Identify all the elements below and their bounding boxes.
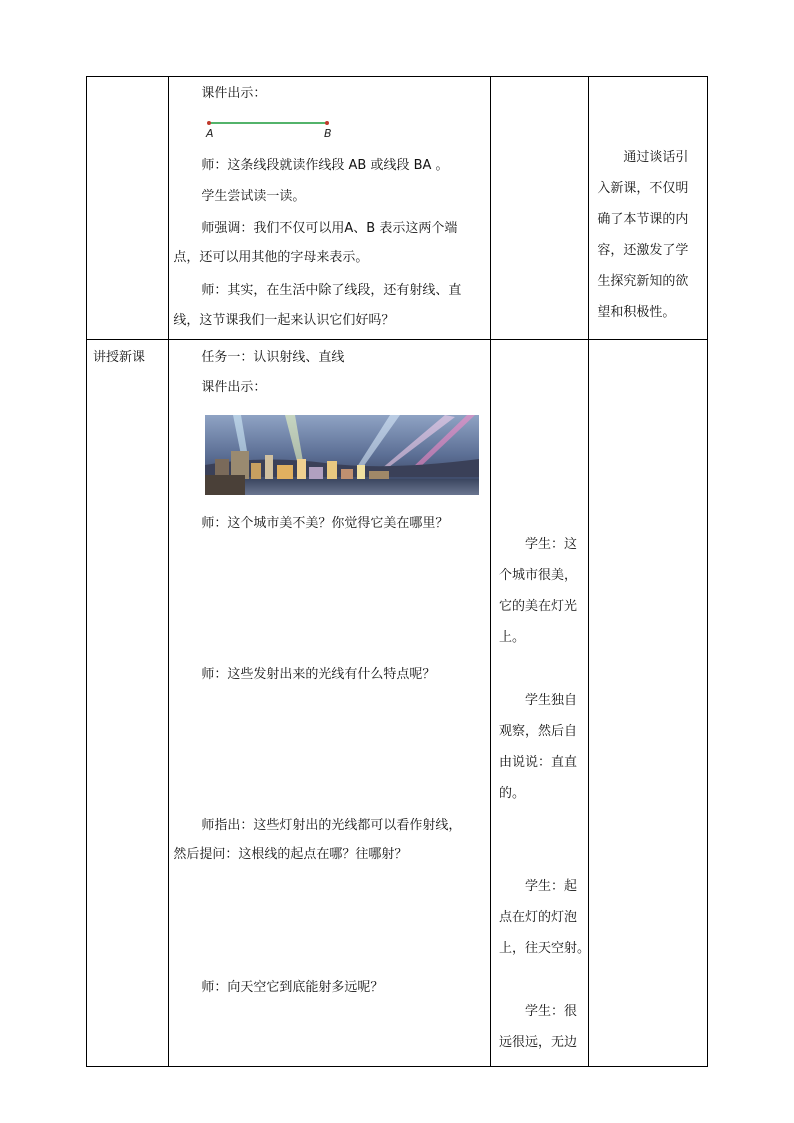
teacher-reading-text: 师：这条线段就读作线段 AB 或线段 BA 。 — [201, 158, 449, 173]
table-row — [87, 77, 708, 340]
student-answer-line: 由说说：直直 — [498, 755, 577, 770]
teacher-intro-line2: 线，这节课我们一起来认识它们好吗？ — [173, 313, 395, 328]
student-answer-line: 远很远，无边 — [498, 1035, 577, 1050]
task-title: 任务一：认识射线、直线 — [201, 350, 345, 365]
courseware-label: 课件出示： — [201, 86, 267, 101]
teaching-content-cell — [169, 340, 491, 1067]
stage-cell — [87, 340, 169, 1067]
city-night-image — [205, 415, 479, 495]
stage-cell — [87, 77, 169, 340]
design-note-line: 通过谈话引 — [623, 150, 689, 165]
student-answer-line: 学生：起 — [524, 879, 577, 894]
teacher-emphasis-line1: 师强调：我们不仅可以用A、B 表示这两个端 — [201, 221, 458, 236]
line-segment-figure — [207, 115, 337, 141]
teacher-point-out-line1: 师指出：这些灯射出的光线都可以看作射线， — [201, 818, 462, 833]
student-answer-line: 点在灯的灯泡 — [498, 910, 577, 925]
design-note-line: 确了本节课的内 — [597, 212, 689, 227]
design-note-line: 生探究新知的欲 — [597, 274, 689, 289]
student-answer-line: 学生独自 — [524, 693, 577, 708]
point-b-label: B — [324, 127, 332, 140]
student-answer-line: 学生：很 — [524, 1004, 577, 1019]
student-answer-line: 上，往天空射。 — [498, 941, 590, 956]
student-answer-line: 它的美在灯光 — [498, 599, 577, 614]
table-row — [87, 340, 708, 1067]
student-answer-line: 个城市很美， — [498, 568, 577, 583]
teacher-question-1: 师：这个城市美不美？你觉得它美在哪里？ — [201, 516, 449, 531]
student-answer-line: 的。 — [498, 786, 525, 801]
point-a — [207, 121, 211, 125]
student-answer-line: 观察，然后自 — [498, 724, 577, 739]
teaching-content-cell — [169, 77, 491, 340]
student-activity-cell — [490, 77, 588, 340]
design-note-line: 容，还激发了学 — [597, 243, 689, 258]
design-intent-cell — [589, 340, 708, 1067]
student-answer-line: 上。 — [498, 630, 525, 645]
point-a-label: A — [206, 127, 214, 140]
teacher-question-2: 师：这些发射出来的光线有什么特点呢？ — [201, 667, 436, 682]
teacher-intro-line1: 师：其实，在生活中除了线段，还有射线、直 — [201, 283, 462, 298]
teacher-point-out-line2: 然后提问：这根线的起点在哪？往哪射？ — [173, 847, 408, 862]
point-b — [325, 121, 329, 125]
lesson-plan-table — [86, 76, 708, 1067]
courseware-label: 课件出示： — [201, 380, 267, 395]
design-note-line: 入新课，不仅明 — [597, 181, 689, 196]
design-intent-cell — [589, 77, 708, 340]
design-note-line: 望和积极性。 — [597, 305, 676, 320]
student-reading-text: 学生尝试读一读。 — [201, 189, 306, 204]
teacher-question-4: 师：向天空它到底能射多远呢？ — [201, 980, 384, 995]
stage-label: 讲授新课 — [93, 350, 146, 365]
student-activity-cell — [490, 340, 588, 1067]
student-answer-line: 学生：这 — [524, 537, 577, 552]
teacher-emphasis-line2: 点，还可以用其他的字母来表示。 — [173, 250, 369, 265]
